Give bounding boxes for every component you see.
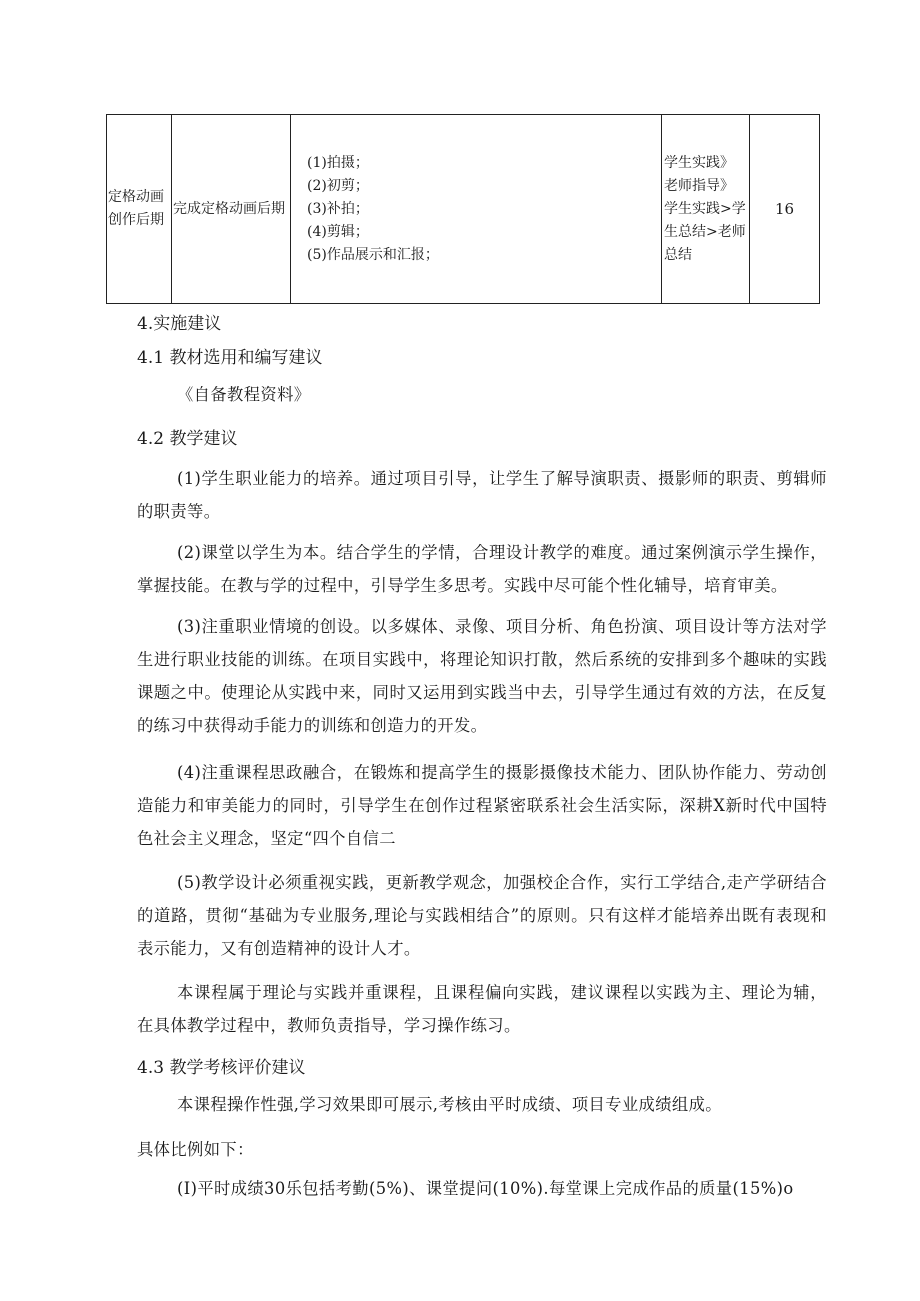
paragraph: (4)注重课程思政融合，在锻炼和提高学生的摄影摄像技术能力、团队协作能力、劳动创造能力和审美能力的同时，引导学生在创作过程紧密联系社会生活实际，深耕X新时代中国特色社会主义理念，坚定“四个自信二 [137,763,827,848]
hours-cell: 16 [750,115,820,304]
steps-cell [291,115,662,304]
step-item: (5)作品展示和汇报； [307,246,439,263]
paragraph: (5)教学设计必须重视实践，更新教学观念，加强校企合作，实行工学结合,走产学研结合的道路，贯彻“基础为专业服务,理论与实践相结合”的原则。只有这样才能培养出既有表现和表示能力，又有创造精神的设计人才。 [137,873,827,958]
task-cell: 完成定格动画后期 [172,115,291,304]
section-4-title: 4.实施建议 [137,314,222,334]
step-item: (1)拍摄； [307,154,369,171]
section-4-3-text: 本课程操作性强,学习效果即可展示,考核由平时成绩、项目专业成绩组成。 [177,1095,722,1114]
table-row [107,115,820,304]
step-item: (2)初剪； [307,177,369,194]
step-item: (3)补拍； [307,200,369,217]
ratio-item: (I)平时成绩30乐包括考勤(5%)、课堂提问(10%).每堂课上完成作品的质量(15%)o [177,1179,794,1198]
course-plan-table [106,114,820,304]
section-4-3-title: 4.3 教学考核评价建议 [137,1058,306,1078]
step-item: (4)剪辑； [307,223,369,240]
paragraph: (1)学生职业能力的培养。通过项目引导，让学生了解导演职责、摄影师的职责、剪辑师的职责等。 [137,469,827,521]
phase-cell: 定格动画创作后期 [107,115,172,304]
paragraph: 本课程属于理论与实践并重课程，且课程偏向实践，建议课程以实践为主、理论为辅，在具体教学过程中，教师负责指导，学习操作练习。 [137,983,827,1035]
section-4-1-text: 《自备教程资料》 [177,385,311,404]
section-4-2-title: 4.2 教学建议 [137,429,238,449]
paragraph: (3)注重职业情境的创设。以多媒体、录像、项目分析、角色扮演、项目设计等方法对学生进行职业技能的训练。在项目实践中，将理论知识打散，然后系统的安排到多个趣味的实践课题之中。使理论从实践中来，同时又运用到实践当中去，引导学生通过有效的方法，在反复的练习中获得动手能力的训练和创造力的开发。 [137,617,827,735]
paragraph: (2)课堂以学生为本。结合学生的学情，合理设计教学的难度。通过案例演示学生操作，掌握技能。在教与学的过程中，引导学生多思考。实践中尽可能个性化辅导，培育审美。 [137,543,827,595]
method-cell: 学生实践》老师指导》学生实践>学生总结>老师总结 [662,115,750,304]
section-4-1-title: 4.1 教材选用和编写建议 [137,348,323,368]
ratio-intro: 具体比例如下： [137,1140,254,1159]
